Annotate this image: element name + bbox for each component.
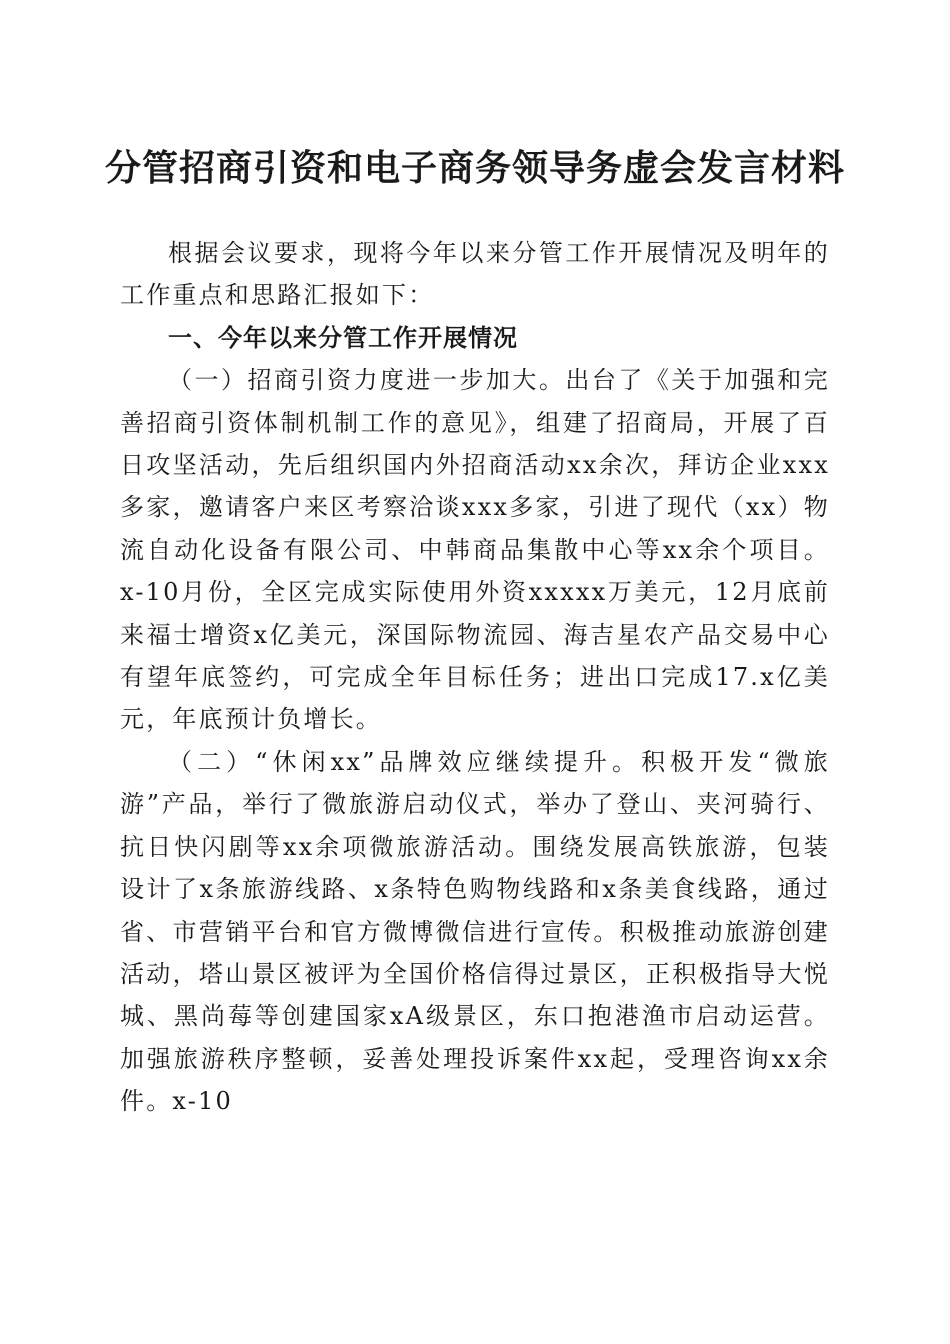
paragraph-tourism: （二）“休闲xx”品牌效应继续提升。积极开发“微旅游”产品，举行了微旅游启动仪式，举办了登山、夹河骑行、抗日快闪剧等xx余项微旅游活动。围绕发展高铁旅游，包装设计了x条旅游线路、x条特色购物线路和x条美食线路，通过省、市营销平台和官方微博微信进行宣传。积极推动旅游创建活动，塔山景区被评为全国价格信得过景区，正积极指导大悦城、黑尚莓等创建国家xA级景区，东口抱港渔市启动运营。加强旅游秩序整顿，妥善处理投诉案件xx起，受理咨询xx余件。x-10 — [120, 747, 830, 1116]
intro-paragraph: 根据会议要求，现将今年以来分管工作开展情况及明年的工作重点和思路汇报如下： — [120, 239, 830, 310]
document-title: 分管招商引资和电子商务领导务虚会发言材料 — [104, 147, 845, 189]
section-heading: 一、今年以来分管工作开展情况 — [168, 323, 518, 352]
document-body — [120, 232, 830, 1123]
paragraph-investment: （一）招商引资力度进一步加大。出台了《关于加强和完善招商引资体制机制工作的意见》，组建了招商局，开展了百日攻坚活动，先后组织国内外招商活动xx余次，拜访企业xxx多家，邀请客户来区考察洽谈xxx多家，引进了现代（xx）物流自动化设备有限公司、中韩商品集散中心等xx余个项目。x-10月份，全区完成实际使用外资xxxxx万美元，12月底前来福士增资x亿美元，深国际物流园、海吉星农产品交易中心有望年底签约，可完成全年目标任务；进出口完成17.x亿美元，年底预计负增长。 — [120, 366, 830, 734]
